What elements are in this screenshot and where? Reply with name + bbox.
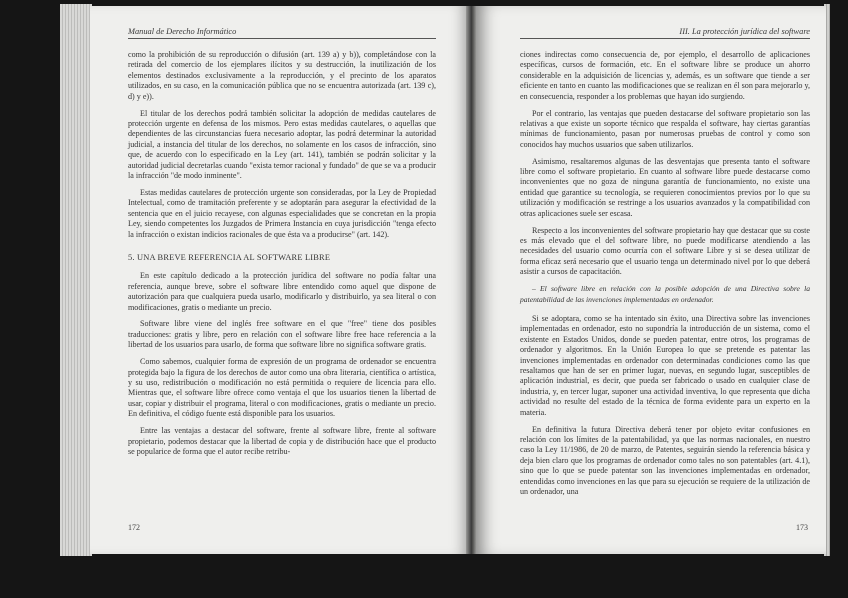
paragraph: Estas medidas cautelares de protección urgente son consideradas, por la Ley de Propiedad Intelectual, como de tramitación preferente y se adoptarán para asegurar la efectividad de la sentencia que en el juicio recayese, con algunas especialidades que se concretan en la propia Ley, siendo competentes los Juzgados de Primera Instancia en cuya jurisdicción "tenga efecto la infracción o existan indicios racionales de que ésta va a producirse" (art. 142).: [128, 187, 436, 239]
section-heading: 5. UNA BREVE REFERENCIA AL SOFTWARE LIBRE: [128, 252, 331, 262]
left-page-body: [128, 50, 436, 464]
paragraph: Si se adoptara, como se ha intentado sin éxito, una Directiva sobre las invenciones implementadas en ordenador, esto no supondría la introducción de un sistema, como el existente en Estados Unidos, donde se pueden patentar, entre otros, los programas de ordenador y algoritmos. En la Unión Europea lo que se pretende es patentar las invenciones implementadas en ordenador con determinadas condiciones como las que resaltamos que han de ser en primer lugar, nuevas, en segundo lugar, susceptibles de aplicación industrial, es decir, que pueda ser fabricado o usado en cualquier clase de industria, y, en tercer lugar, suponer una actividad inventiva, lo que representa que dicha actividad no resulte del estado de la técnica de forma evidente para un experto en la materia.: [520, 313, 810, 417]
paragraph: El titular de los derechos podrá también solicitar la adopción de medidas cautelares de protección urgente en defensa de los mismos. Pero estas medidas cautelares, o aquellas que dependientes de las circunstancias fuera necesario adoptar, las podrá determinar la autoridad judicial, a instancia del titular de los derechos, no solamente en los casos de infracción, sino que, de acuerdo con lo especificado en la Ley (art. 141), también se podrán solicitar y la autoridad judicial decretarlas cuando "exista temor racional y fundado" de que se va a producir la infracción "de modo inminente".: [128, 108, 436, 180]
paragraph: Software libre viene del inglés free software en el que "free" tiene dos posibles traducciones: gratis y libre, pero en relación con el software libre free hace referencia a la libertad de los usuarios para usarlo, de forma que software libre no significa software gratis.: [128, 319, 436, 350]
header-rule-left: [128, 38, 436, 39]
right-page-body: [520, 50, 810, 504]
paragraph: Por el contrario, las ventajas que pueden destacarse del software propietario son las relativas a que existe un soporte técnico que respalda el software, hay ciertas garantías mínimas de funcionamiento, pasan por numerosas pruebas de control y como son conocidos hay muchos usuarios que saben utilizarlos.: [520, 108, 810, 149]
page-stack-edge-left: [60, 4, 92, 556]
paragraph: ciones indirectas como consecuencia de, por ejemplo, el desarrollo de aplicaciones específicas, cursos de formación, etc. En el software libre se produce un ahorro considerable en la adquisición de licencias y, además, es un software que tiende a ser eficiente en tanto en cuanto las modificaciones que se realizan en él son para mejorarlo y, en consecuencia, responder a los problemas que hayan ido surgiendo.: [520, 50, 810, 101]
paragraph: Entre las ventajas a destacar del software, frente al software libre, frente al software propietario, podemos destacar que la libertad de copia y de distribución hace que el producto se popularice de forma que el autor recibe retribu-: [128, 426, 436, 456]
italic-subheading: – El software libre en relación con la posible adopción de una Directiva sobre la patentabilidad de las invenciones implementadas en ordenador.: [520, 284, 810, 304]
header-rule-right: [520, 38, 810, 39]
paragraph: Respecto a los inconvenientes del software propietario hay que destacar que su coste es más elevado que el del software libre, no puede modificarse atendiendo a las necesidades del usuario como ocurría con el software Libre y si se desea utilizar de forma eficaz será necesario que el usuario tenga un determinado nivel por lo que deberá asistir a cursos de capacitación.: [520, 225, 810, 277]
page-number-right: 173: [796, 523, 808, 532]
paragraph: Como sabemos, cualquier forma de expresión de un programa de ordenador se encuentra protegida bajo la figura de los derechos de autor como una obra literaria, científica o artística, y su uso, redistribución o modificación no está permitida o requiere de licencia para ello. Mientras que, el software libre ofrece como ventaja el que los usuarios tienen la libertad de usar, copiar y distribuir el programa, literal o con modificaciones, gratis o mediante un precio. En definitiva, el código fuente está disponible para los usuarios.: [128, 357, 436, 419]
right-page: [476, 6, 826, 554]
paragraph: En definitiva la futura Directiva deberá tener por objeto evitar confusiones en relación con los límites de la patentabilidad, ya que las normas nacionales, en nuestro caso la Ley 11/1986, de 20 de marzo, de Patentes, seguirán siendo la referencia básica y deja bien claro que los programas de ordenador como tales no son patentables (art. 4.1), sino que lo que se puede patentar son las invenciones implementadas en ordenador, entendidas como invenciones en las que para su ejecución se requiere de la utilización de un ordenador, una: [520, 424, 810, 496]
page-number-left: 172: [128, 523, 140, 532]
running-head-right: III. La protección jurídica del software: [679, 27, 810, 36]
left-page: [90, 6, 468, 554]
paragraph: Asimismo, resaltaremos algunas de las desventajas que presenta tanto el software libre como el software propietario. En cuanto al software libre puede destacarse como inconvenientes que no goza de ninguna garantía de funcionamiento, no existe una entidad que garantice su tecnología, se requieren conocimientos previos por lo que su utilización y modificación se restringe a los usuarios avanzados y la compatibilidad con otras aplicaciones suele ser escasa.: [520, 156, 810, 218]
paragraph: como la prohibición de su reproducción o difusión (art. 139 a) y b)), completándose con la retirada del comercio de los ejemplares ilícitos y su destrucción, la inutilización de los elementos destinados exclusivamente a la reproducción, y el precinto de los aparatos utilizados, en su caso, en la comunicación pública que no se encuentra autorizada (art. 139 c), d) y e)).: [128, 50, 436, 101]
running-head-left: Manual de Derecho Informático: [128, 27, 237, 36]
paragraph: En este capítulo dedicado a la protección jurídica del software no podía faltar una referencia, aunque breve, sobre el software libre entendido como aquel que dispone de autorización para que cualquiera pueda usarlo, modificarlo y distribuirlo, ya sea literal o con modificaciones, gratis o mediante un precio.: [128, 271, 436, 312]
